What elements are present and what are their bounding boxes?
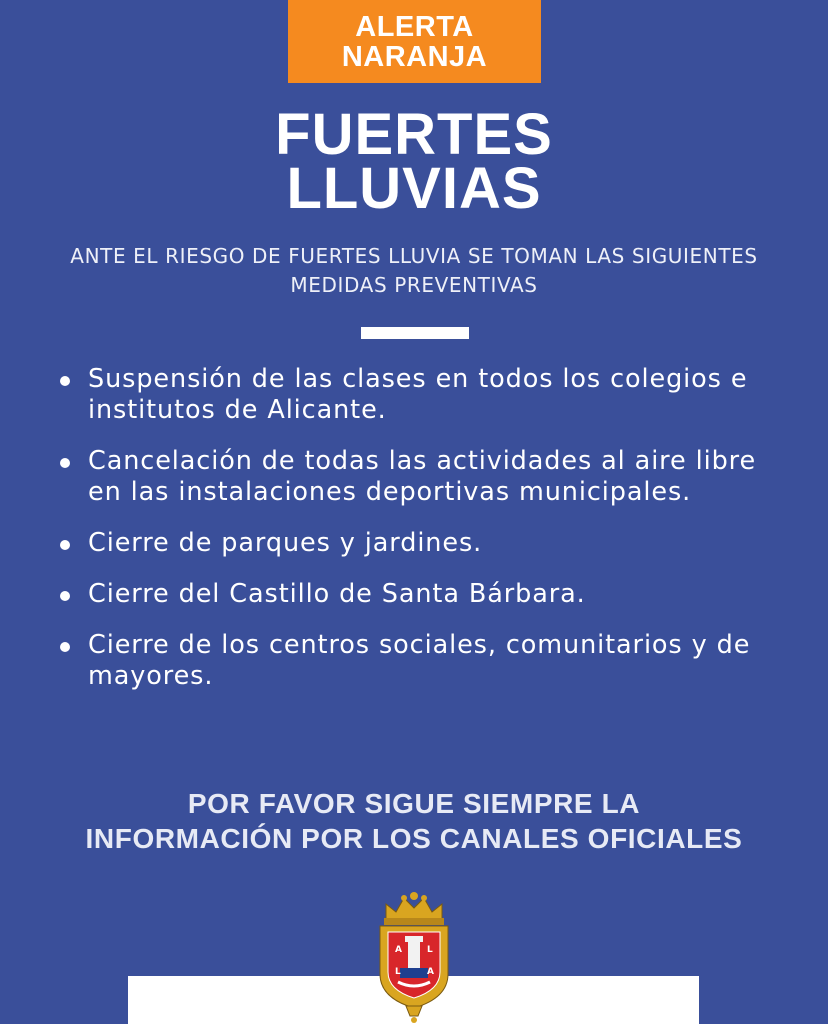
list-item (56, 364, 776, 426)
bullet-icon (60, 540, 70, 550)
page-title (0, 102, 828, 221)
bullet-icon (60, 642, 70, 652)
list-item (56, 528, 776, 559)
closing-message (0, 786, 828, 856)
subtitle: ANTE EL RIESGO DE FUERTES LLUVIA SE TOMAN LAS SIGUIENTES MEDIDAS PREVENTIVAS (70, 244, 758, 297)
closing-line-2: INFORMACIÓN POR LOS CANALES OFICIALES (85, 823, 743, 854)
crest-letter-l-top: L (427, 945, 433, 955)
alert-line-2: NARANJA (341, 40, 488, 73)
alert-line-1: ALERTA (355, 10, 474, 43)
title-line-2: LLUVIAS (286, 156, 542, 221)
crest-letter-a-bottom: A (427, 967, 434, 977)
bullet-icon (60, 376, 70, 386)
crest-letter-a-top: A (395, 945, 402, 955)
divider (361, 327, 469, 339)
measure-text: Cierre de parques y jardines. (88, 528, 483, 558)
title-line-1: FUERTES (275, 102, 553, 167)
measure-text: Suspensión de las clases en todos los colegios e institutos de Alicante. (88, 364, 748, 425)
alicante-coat-of-arms-icon (372, 890, 456, 1024)
measure-text: Cierre de los centros sociales, comunitarios y de mayores. (88, 630, 751, 691)
measures-list (56, 364, 776, 692)
measure-text: Cancelación de todas las actividades al aire libre en las instalaciones deportivas municipales. (88, 446, 757, 507)
bullet-icon (60, 591, 70, 601)
measure-text: Cierre del Castillo de Santa Bárbara. (88, 579, 586, 609)
closing-line-1: POR FAVOR SIGUE SIEMPRE LA (187, 788, 641, 819)
list-item (56, 446, 776, 508)
list-item (56, 630, 776, 692)
list-item (56, 579, 776, 610)
crest-letter-l-bottom: L (395, 967, 401, 977)
alert-badge (288, 0, 541, 83)
bullet-icon (60, 458, 70, 468)
